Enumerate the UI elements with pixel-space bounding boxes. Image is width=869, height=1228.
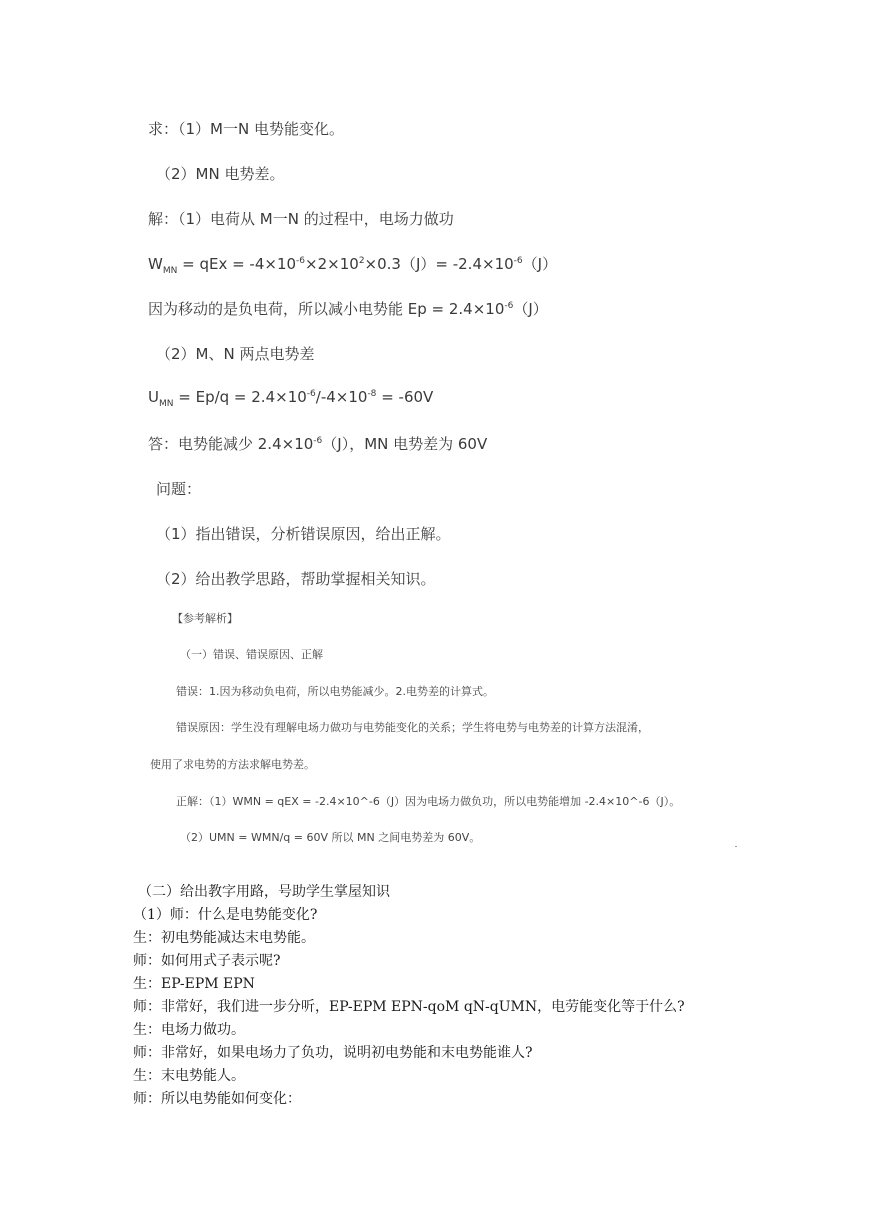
error-cause-line-1: 错误原因：学生没有理解电场力做功与电势能变化的关系；学生将电势与电势差的计算方法混淆， (176, 721, 649, 734)
typed-line-3: 生：初电势能减达末电势能。 (133, 930, 315, 946)
solution-step-2: （2）M、N 两点电势差 (156, 345, 315, 363)
problem-question-1: 求：（1）M一N 电势能变化。 (148, 120, 344, 138)
correct-solution-2: （2）UMN = WMN/q = 60V 所以 MN 之间电势差为 60V。 (180, 831, 481, 844)
work-subscript: MN (162, 266, 178, 276)
correct-solution-1: 正解：（1）WMN = qEX = -2.4×10^-6（J）因为电场力做负功，所以电势能增加 -2.4×10^-6（J）。 (176, 795, 681, 808)
reason-part-a: 因为移动的是负电荷，所以减小电势能 Ep = 2.4×10 (148, 300, 505, 318)
potential-eq-part-b: /-4×10 (315, 388, 368, 406)
typed-line-6: 师：非常好，我们进一步分听，EP-EPM EPN-qoM qN-qUMN，电劳能变化等于什么? (133, 999, 685, 1015)
problem-question-2: （2）MN 电势差。 (156, 165, 285, 183)
work-eq-part-b: ×2×10 (305, 255, 359, 273)
work-eq-exp-3: -6 (513, 256, 523, 266)
reference-subtitle: （一）错误、错误原因、正解 (180, 648, 323, 661)
typed-line-1: （二）给出教字用路，号助学生掌屋知识 (138, 884, 390, 900)
typed-line-2: （1）师：什么是电势能变化? (133, 907, 318, 923)
question-title: 问题： (156, 480, 202, 498)
answer-line (148, 433, 487, 454)
work-eq-part-c: ×0.3（J）= -2.4×10 (364, 255, 514, 273)
work-eq-part-a: = qEx = -4×10 (177, 255, 297, 273)
reason-exp: -6 (504, 301, 514, 311)
potential-eq-exp-2: -8 (367, 389, 377, 399)
question-1: （1）指出错误，分析错误原因，给出正解。 (156, 525, 451, 543)
answer-part-a: 答：电势能减少 2.4×10 (148, 435, 314, 453)
error-cause-line-2: 使用了求电势的方法求解电势差。 (150, 758, 315, 771)
answer-exp: -6 (313, 436, 323, 446)
question-2: （2）给出教学思路，帮助掌握相关知识。 (156, 570, 436, 588)
work-symbol: W (148, 255, 163, 273)
typed-line-10: 师：所以电势能如何变化： (133, 1091, 301, 1107)
scan-speck (735, 846, 737, 847)
potential-eq-part-c: = -60V (376, 388, 434, 406)
work-eq-exp-1: -6 (296, 256, 306, 266)
potential-symbol: U (148, 388, 159, 406)
potential-eq-exp-1: -6 (306, 389, 316, 399)
work-eq-exp-2: 2 (358, 256, 365, 266)
answer-part-b: （J），MN 电势差为 60V (322, 435, 488, 453)
potential-subscript: MN (158, 399, 174, 409)
typed-line-9: 生：末电势能人。 (133, 1068, 245, 1084)
potential-equation (148, 388, 433, 409)
reason-line (148, 298, 548, 319)
work-equation (148, 253, 557, 276)
reason-part-b: （J） (513, 300, 548, 318)
solution-step-1: 解：（1）电荷从 M一N 的过程中，电场力做功 (148, 210, 454, 228)
typed-line-5: 生：EP-EPM EPN (133, 976, 255, 992)
work-eq-part-d: （J） (522, 255, 558, 273)
typed-line-4: 师：如何用式子表示呢? (133, 953, 281, 969)
typed-line-8: 师：非常好，如果电场力了负功，说明初电势能和末电势能谁人? (133, 1045, 533, 1061)
typed-line-7: 生：电场力做功。 (133, 1022, 245, 1038)
potential-eq-part-a: = Ep/q = 2.4×10 (173, 388, 307, 406)
error-line: 错误：1.因为移动负电荷，所以电势能减少。2.电势差的计算式。 (176, 685, 494, 698)
reference-title: 【参考解析】 (172, 612, 238, 625)
